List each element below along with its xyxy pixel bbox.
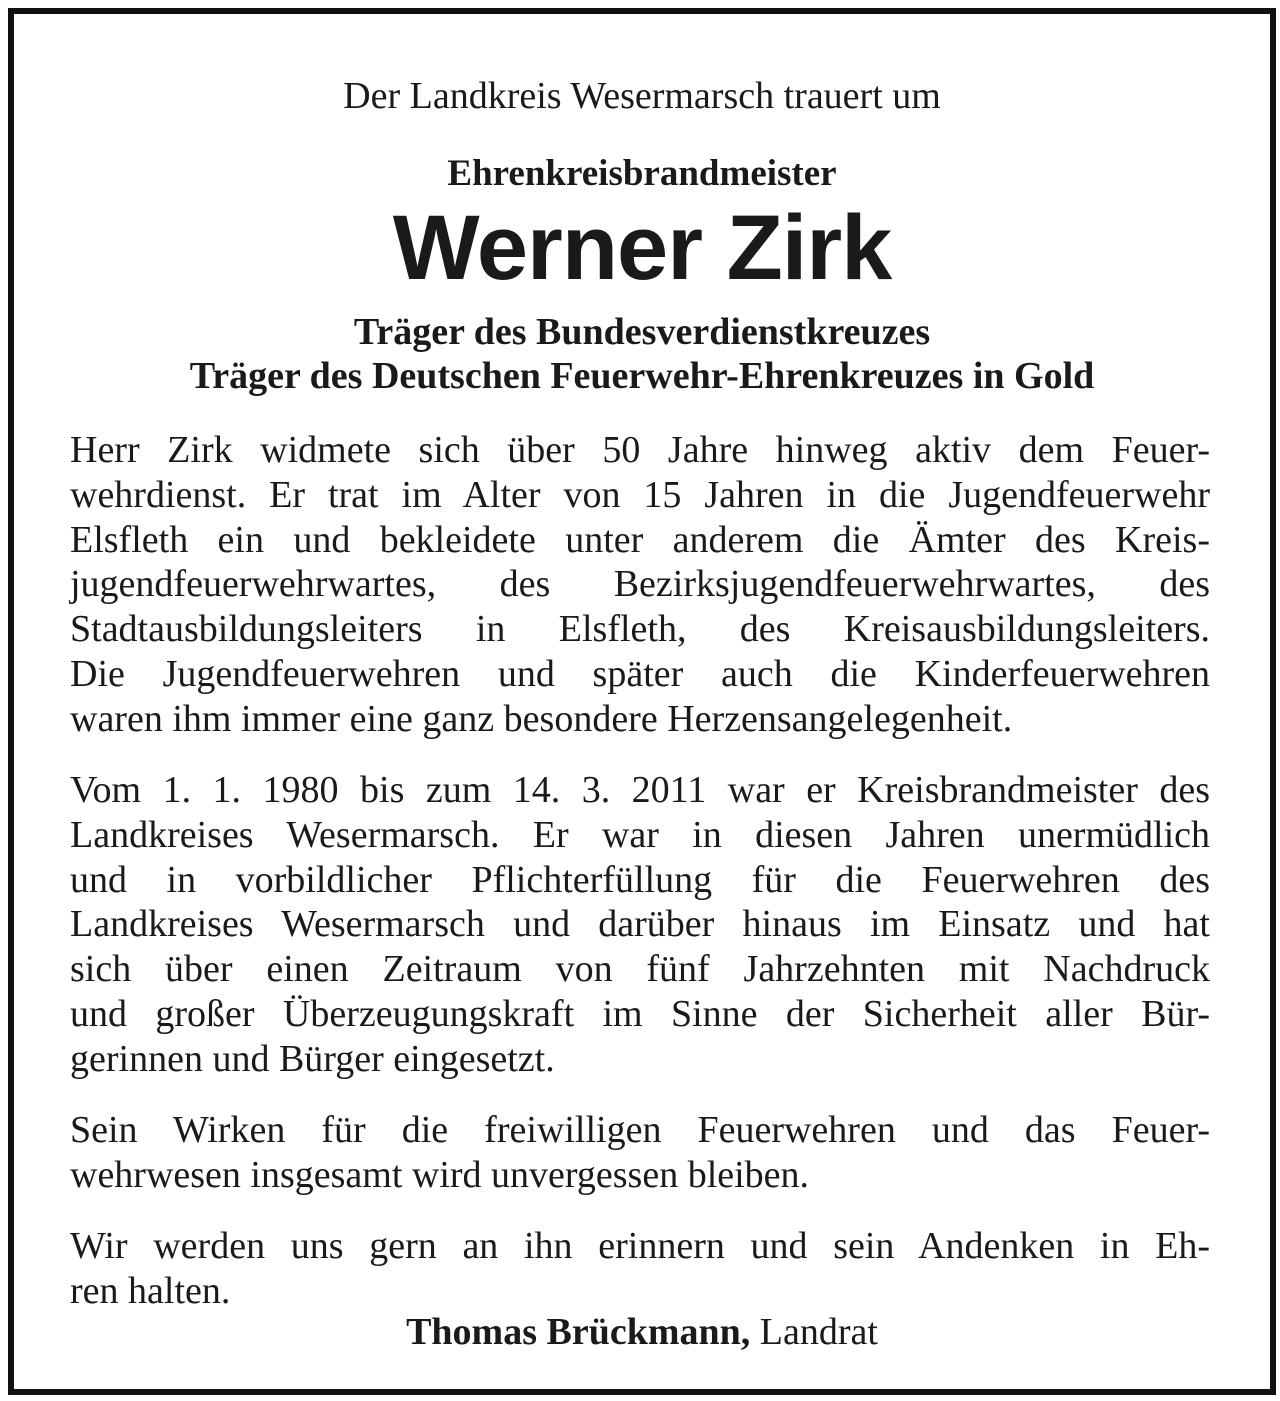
text-line: Sein Wirken für die freiwilligen Feuerwehren und das Feuer-	[70, 1109, 1210, 1151]
text-line: Herr Zirk widmete sich über 50 Jahre hinweg aktiv dem Feuer-	[70, 429, 1210, 471]
text-line: Elsfleth ein und bekleidete unter anderem die Ämter des Kreis-	[70, 518, 1210, 561]
text-line: Landkreises Wesermarsch und darüber hinaus im Einsatz und hat	[70, 903, 1210, 946]
text-line: Landkreises Wesermarsch. Er war in diesen Jahren unermüdlich	[70, 813, 1210, 856]
honor-line: Träger des Deutschen Feuerwehr-Ehrenkreuzes in Gold	[189, 355, 1095, 397]
text-line: waren ihm immer eine ganz besondere Herzensangelegenheit.	[70, 697, 1013, 740]
obituary-notice	[8, 8, 1276, 1395]
text-line: Vom 1. 1. 1980 bis zum 14. 3. 2011 war er Kreisbrandmeister des	[70, 769, 1210, 811]
paragraph-tenure	[70, 768, 1210, 1082]
intro-line: Der Landkreis Wesermarsch trauert um	[343, 75, 941, 117]
text-line: gerinnen und Bürger eingesetzt.	[70, 1037, 555, 1080]
text-line: ren halten.	[70, 1269, 231, 1312]
paragraph-career	[70, 428, 1210, 742]
text-line: und großer Überzeugungskraft im Sinne der Sicherheit aller Bür-	[70, 992, 1210, 1035]
text-line: wehrwesen insgesamt wird unvergessen bleiben.	[70, 1153, 810, 1196]
signatory-name: Thomas Brückmann,	[406, 1311, 751, 1353]
paragraph-legacy	[70, 1108, 1210, 1198]
signature	[14, 1310, 1270, 1354]
honor-line: Träger des Bundesverdienstkreuzes	[353, 311, 931, 353]
text-line: sich über einen Zeitraum von fünf Jahrzehnten mit Nachdruck	[70, 948, 1210, 991]
text-line: Wir werden uns gern an ihn erinnern und sein Andenken in Eh-	[70, 1225, 1210, 1267]
signatory-title: Landrat	[759, 1311, 878, 1353]
text-line: und in vorbildlicher Pflichterfüllung für die Feuerwehren des	[70, 858, 1210, 901]
text-line: jugendfeuerwehrwartes, des Bezirksjugendfeuerwehrwartes, des	[70, 563, 1210, 606]
text-line: Stadtausbildungsleiters in Elsfleth, des Kreisausbildungsleiters.	[70, 608, 1210, 651]
honorary-rank: Ehrenkreisbrandmeister	[447, 153, 837, 194]
text-line: wehrdienst. Er trat im Alter von 15 Jahren in die Jugendfeuerwehr	[70, 473, 1210, 516]
paragraph-remembrance	[70, 1224, 1210, 1314]
deceased-name: Werner Zirk	[392, 197, 892, 299]
text-line: Die Jugendfeuerwehren und später auch die Kinderfeuerwehren	[70, 652, 1210, 695]
